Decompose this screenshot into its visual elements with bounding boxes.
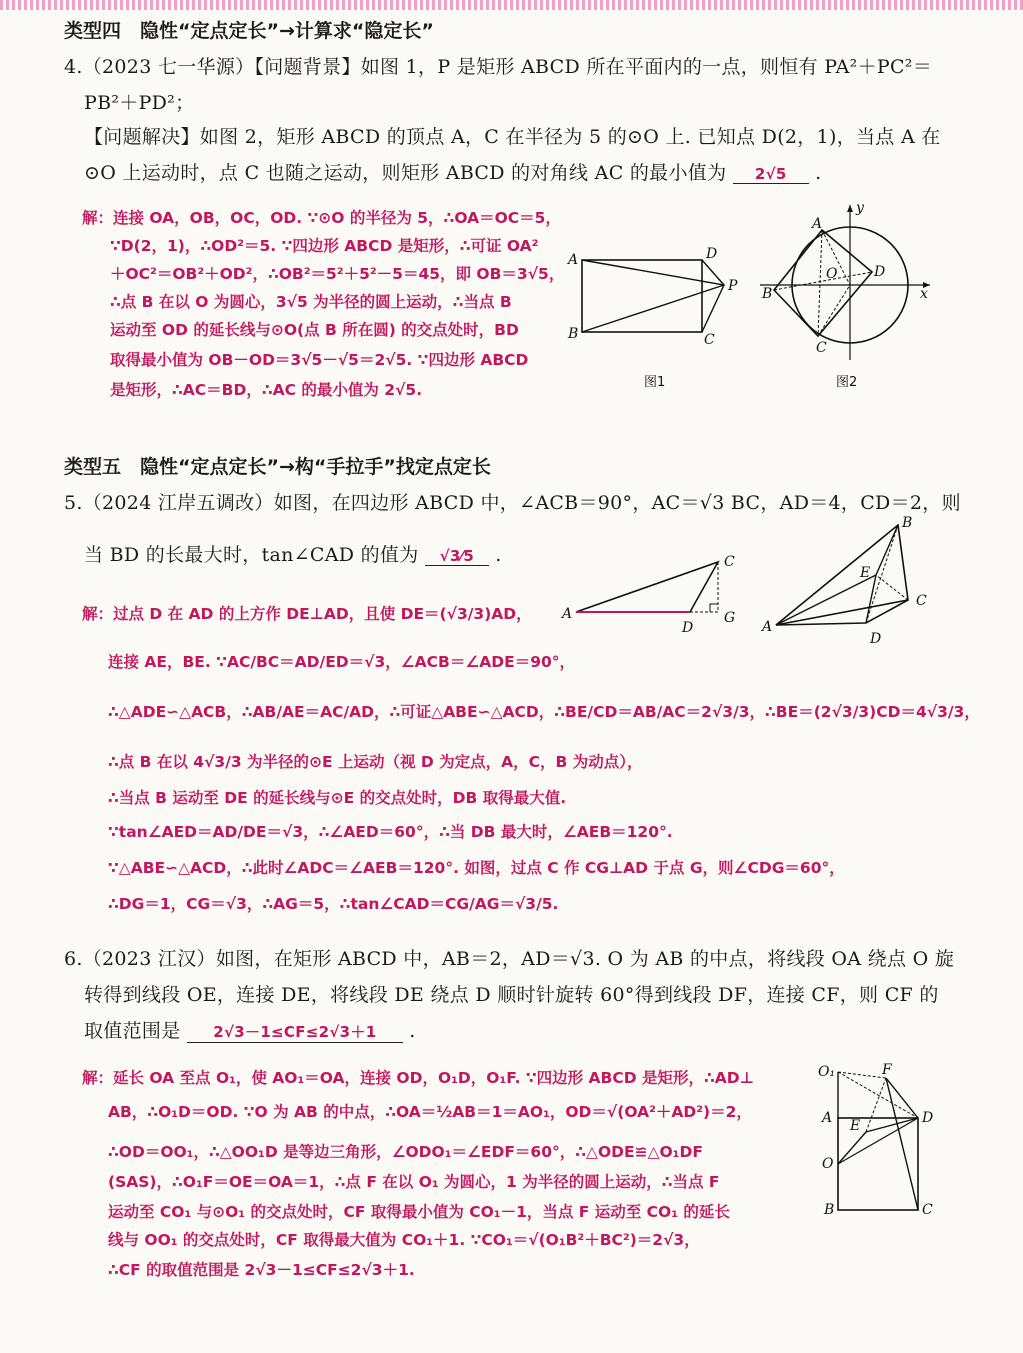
q6-line3-end: . — [409, 1020, 416, 1042]
section-title-5: 类型五 隐性“定点定长”→构“手拉手”找定点定长 — [64, 456, 491, 478]
section-title-4: 类型四 隐性“定点定长”→计算求“隐定长” — [64, 20, 434, 42]
fig2-label-a: A — [812, 216, 823, 232]
q5-line2-text: 当 BD 的长最大时，tan∠CAD 的值为 — [84, 544, 419, 566]
top-decoration — [0, 0, 1023, 10]
fig1-label-a: A — [568, 252, 579, 268]
q6-answer: 2√3－1≤CF≤2√3＋1 — [187, 1021, 403, 1043]
q6-line3-text: 取值范围是 — [84, 1020, 181, 1042]
fig6-label-e: E — [850, 1118, 861, 1134]
fig2-label-o: O — [826, 266, 838, 282]
q5-line1: 5.（2024 江岸五调改）如图，在四边形 ABCD 中，∠ACB＝90°，AC＝√3 BC，AD＝4，CD＝2，则 — [64, 492, 961, 514]
q4-solution-1: 解：连接 OA，OB，OC，OD. ∵⊙O 的半径为 5，∴OA＝OC＝5， — [82, 209, 561, 227]
q6-solution-4: (SAS)，∴O₁F＝OE＝OA＝1，∴点 F 在以 O₁ 为圆心，1 为半径的圆上运动，∴当点 F — [108, 1173, 720, 1191]
q4-solution-2: ∵D(2，1)，∴OD²＝5. ∵四边形 ABCD 是矩形，∴可证 OA² — [110, 237, 539, 255]
q6-figure — [816, 1060, 946, 1220]
q5-solution-2: 连接 AE，BE. ∵AC/BC＝AD/ED＝√3，∠ACB＝∠ADE＝90°， — [108, 653, 576, 671]
fig6-o1d — [838, 1072, 918, 1118]
figa-label-a: A — [562, 606, 573, 622]
figb-label-b: B — [902, 515, 913, 531]
q4-line4 — [84, 158, 821, 185]
fig2-label-c: C — [816, 340, 827, 356]
fig6-label-o: O — [822, 1156, 834, 1172]
figb-label-a: A — [762, 619, 773, 635]
q6-line3 — [84, 1016, 416, 1043]
figa-right-angle — [710, 604, 718, 612]
q4-line4-end: . — [815, 162, 822, 184]
q5-solution-4: ∴点 B 在以 4√3/3 为半径的⊙E 上运动（视 D 为定点，A，C，B 为动点）， — [108, 753, 643, 771]
fig1-label-b: B — [568, 326, 579, 342]
fig1-caption: 图1 — [644, 375, 666, 390]
figa-triangle — [576, 562, 718, 612]
q6-solution-3: ∴OD＝OO₁，∴△OO₁D 是等边三角形，∠ODO₁＝∠EDF＝60°，∴△ODE≌△O₁DF — [108, 1143, 703, 1161]
fig6-ed — [866, 1118, 918, 1132]
fig6-label-a: A — [822, 1110, 833, 1126]
q5-solution-3: ∴△ADE∽△ACB，∴AB/AE＝AC/AD，∴可证△ABE∽△ACD，∴BE/CD＝AB/AC＝2√3/3，∴BE＝(2√3/3)CD＝4√3/3， — [108, 703, 980, 721]
q6-line1: 6.（2023 江汉）如图，在矩形 ABCD 中，AB＝2，AD＝√3. O 为 AB 的中点，将线段 OA 绕点 O 旋 — [64, 948, 955, 970]
figb-de — [866, 575, 876, 623]
q5-answer: √3⁄5 — [425, 547, 489, 566]
q6-solution-1: 解：延长 OA 至点 O₁，使 AO₁＝OA，连接 OD，O₁D，O₁F. ∵四边形 ABCD 是矩形，∴AD⊥ — [82, 1069, 754, 1087]
figb-label-c: C — [916, 593, 927, 609]
figa-label-d: D — [682, 620, 694, 636]
fig6-oe — [838, 1132, 866, 1164]
q5-solution-5: ∴当点 B 运动至 DE 的延长线与⊙E 的交点处时，DB 取得最大值. — [108, 789, 567, 807]
q4-solution-6: 取得最小值为 OB－OD＝3√5－√5＝2√5. ∵四边形 ABCD — [110, 351, 529, 369]
fig2-label-y: y — [856, 200, 864, 216]
figb-label-d: D — [870, 631, 882, 647]
fig6-ef — [866, 1078, 886, 1132]
q5-figure-a — [558, 552, 748, 642]
q4-line4-text: ⊙O 上运动时，点 C 也随之运动，则矩形 ABCD 的对角线 AC 的最小值为 — [84, 162, 727, 184]
q4-answer: 2√5 — [733, 165, 809, 184]
figb-label-e: E — [860, 565, 871, 581]
fig2-label-b: B — [762, 286, 773, 302]
fig6-label-c: C — [922, 1202, 933, 1218]
fig6-label-o1: O₁ — [818, 1064, 836, 1080]
fig6-label-b: B — [824, 1202, 835, 1218]
q5-line2 — [84, 540, 502, 567]
figa-label-c: C — [724, 554, 735, 570]
q6-solution-5: 运动至 CO₁ 与⊙O₁ 的交点处时，CF 取得最小值为 CO₁－1，当点 F 运动至 CO₁ 的延长 — [108, 1203, 730, 1221]
q4-line1: 4.（2023 七一华源）【问题背景】如图 1，P 是矩形 ABCD 所在平面内的一点，则恒有 PA²＋PC²＝ — [64, 56, 933, 78]
q4-line2: PB²＋PD²； — [84, 92, 195, 114]
fig2-label-d: D — [874, 264, 886, 280]
q4-solution-5: 运动至 OD 的延长线与⊙O(点 B 所在圆) 的交点处时，BD — [110, 321, 519, 339]
q5-line2-end: . — [495, 544, 502, 566]
figa-label-g: G — [724, 610, 736, 626]
q4-solution-7: 是矩形，∴AC＝BD，∴AC 的最小值为 2√5. — [110, 381, 423, 399]
fig2-oc — [818, 285, 850, 336]
q6-solution-2: AB，∴O₁D＝OD. ∵O 为 AB 的中点，∴OA＝½AB＝1＝AO₁，OD＝√(OA²＋AD²)＝2， — [108, 1103, 752, 1121]
fig6-label-d: D — [922, 1110, 934, 1126]
fig6-o1f — [838, 1072, 886, 1078]
q6-solution-7: ∴CF 的取值范围是 2√3－1≤CF≤2√3＋1. — [108, 1261, 415, 1279]
q5-figure-b — [758, 515, 938, 650]
fig6-label-f: F — [882, 1062, 892, 1078]
fig2-bd — [774, 272, 872, 290]
fig2-label-x: x — [920, 286, 928, 302]
q4-figure-2 — [760, 200, 940, 400]
q5-solution-8: ∴DG＝1，CG＝√3，∴AG＝5，∴tan∠CAD＝CG/AG＝√3/5. — [108, 895, 559, 913]
fig2-rectangle — [774, 230, 872, 336]
fig2-ac — [818, 230, 822, 336]
q4-solution-4: ∴点 B 在以 O 为圆心，3√5 为半径的圆上运动，∴当点 B — [110, 293, 512, 311]
fig1-label-p: P — [728, 278, 738, 294]
q6-solution-6: 线与 OO₁ 的交点处时，CF 取得最大值为 CO₁＋1. ∵CO₁＝√(O₁B²＋BC²)＝2√3， — [108, 1231, 700, 1249]
fig1-label-c: C — [704, 332, 715, 348]
fig2-caption: 图2 — [836, 375, 858, 390]
q4-solution-3: ＋OC²＝OB²＋OD²，∴OB²＝5²＋5²－5＝45，即 OB＝3√5， — [110, 265, 565, 283]
fig2-y-arrow — [847, 205, 853, 212]
q5-solution-1: 解：过点 D 在 AD 的上方作 DE⊥AD，且使 DE＝(√3/3)AD， — [82, 605, 532, 623]
q4-line3: 【问题解决】如图 2，矩形 ABCD 的顶点 A，C 在半径为 5 的⊙O 上. 已知点 D(2，1)，当点 A 在 — [84, 126, 941, 148]
fig1-label-d: D — [706, 246, 718, 262]
q5-solution-7: ∵△ABE∽△ACD，∴此时∠ADC＝∠AEB＝120°. 如图，过点 C 作 CG⊥AD 于点 G，则∠CDG＝60°， — [108, 859, 845, 877]
q6-line2: 转得到线段 OE，连接 DE，将线段 DE 绕点 D 顺时针旋转 60°得到线段 DF，连接 CF，则 CF 的 — [84, 984, 939, 1006]
q4-figure-1 — [560, 240, 750, 400]
q5-solution-6: ∵tan∠AED＝AD/DE＝√3，∴∠AED＝60°，∴当 DB 最大时，∠AEB＝120°. — [108, 823, 673, 841]
